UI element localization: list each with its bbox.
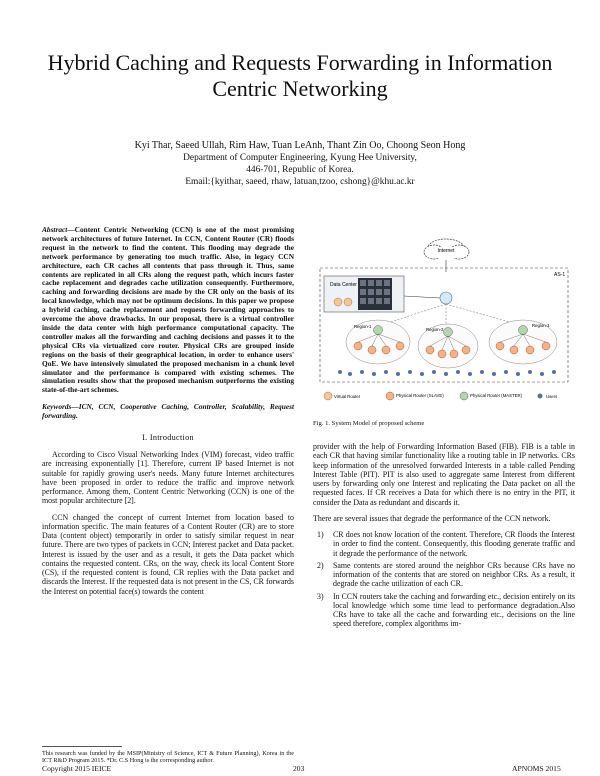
section-heading-introduction: I. Introduction	[142, 433, 194, 443]
right-paragraph-1: provider with the help of Forwarding Information Based (FIB). FIB is a table in each CR that having similar functionality like a routing table in IP networks. CRs keep information of the unresolved forwarded Interests in a table called Pending Interest Table (PIT). PIT is also used to aggregate same Interest from different users by forwarding only one Interest and replicating the Data packet on all the requested faces. If CR receives a Data for which there is no entry in the PIT, it consider the Data as redundant and discards it.	[313, 442, 575, 507]
legend-physical-router-icon	[386, 392, 394, 400]
list-item: 3) In CCN routers take the caching and forwarding etc., decision entirely on its local knowledge which some time lead to performance degradation.Also CRs have to take all the cache and forwarding etc., decisions on the line speed therefore, complex algorithms im-	[317, 591, 575, 629]
author-address: 446-701, Republic of Korea.	[246, 165, 354, 175]
footer-page-number: 203	[293, 764, 305, 773]
footnote-rule	[42, 746, 122, 747]
users-row	[338, 370, 556, 376]
legend-master-router-icon	[460, 392, 468, 400]
abstract-lead: Abstract	[42, 225, 68, 234]
internet-cloud-icon	[424, 239, 469, 259]
legend-virtual-router-icon	[324, 392, 332, 400]
figure-legend	[324, 392, 557, 400]
internet-label: Internet	[437, 248, 455, 254]
region-3	[489, 320, 557, 364]
legend-users: Users	[546, 394, 558, 399]
legend-physical-router: Physical Router (SLAVE)	[396, 393, 444, 398]
footnote	[42, 750, 294, 765]
author-email: Email:{kyithar, saeed, rhaw, latuan,tzoo, cshong}@khu.ac.kr	[185, 177, 415, 187]
region-1-label: Region-1	[354, 324, 372, 329]
abstract-text: —Content Centric Networking (CCN) is one of the most promising network architectures of future Internet. In CCN, Content Router (CR) floods request in the network to find the content. This flooding may degrade the network performance by generating too much traffic. Also, in legacy CCN architecture, each CR caches all contents that pass through it. Thus, same contents are replicated in all CRs along the request path, which incurs faster cache replacement and degrades cache utilization consequently. Furthermore, caching and forwarding decisions are made by the CR only on the basis of its local knowledge, which may not be optimum decisions. In this paper we propose a hybrid caching, cache replacement and requests forwarding approaches to overcome the above drawbacks. In our proposal, there is a virtual controller inside the data center with high performance computational capacity. The controller makes all the forwarding and caching decisions and passes it to the physical CRs via virtualized core router. Physical CRs are grouped inside regions on the basis of their geographical location, in order to enhance users' QoE. We have intensively simulated the proposed mechanism in a chunk level simulator and the performance is compared with existing schemes. The simulation results show that the proposed mechanism outperforms the existing state-of-the-art schemes.	[42, 225, 294, 395]
region-2	[418, 324, 478, 368]
legend-master-router: Physical Router (MASTER)	[470, 393, 523, 398]
region-2-label: Region-2	[426, 327, 444, 332]
footer-conference: APNOMS 2015	[512, 764, 561, 773]
server-rack-icon	[358, 278, 392, 310]
author-block	[80, 140, 520, 188]
left-column	[42, 226, 294, 603]
core-router-icon	[440, 292, 452, 304]
system-model-figure	[318, 234, 570, 416]
author-names: Kyi Thar, Saeed Ullah, Rim Haw, Tuan LeAnh, Thant Zin Oo, Choong Seon Hong	[134, 140, 466, 151]
list-item: 1) CR does not know location of the content. Therefore, CR floods the Interest in order to find the content. Consequently, this flooding generate traffic and it degrade the performance of the network.	[317, 530, 575, 558]
right-column	[313, 442, 575, 632]
paper-title: Hybrid Caching and Requests Forwarding in Information Centric Networking	[47, 50, 553, 101]
list-item: 2) Same contents are stored around the neighbor CRs because CRs have no information of the contents that are stored on neighbor CRs. As a result, it degrade the cache utilization of each CR.	[317, 560, 575, 589]
region-3-label: Region-3	[532, 323, 550, 328]
intro-paragraph-2: CCN changed the concept of current Internet from location based to information specific. The main features of a Content Router (CR) are to store Data (content object) temporarily in order to satisfy similar request in near future. There are two types of packets in CCN; Interest packet and Data packet. Interest is issued by the user and as a result, it gets the Data packet which contains the requested content. CRs, on the way, check its local Content Store (CS), if the requested content is found, CR replies with the Data packet and discards the Interest. If the requested data is not present in the CS, CR forwards the Interest on potential face(s) towards the content	[42, 512, 294, 596]
figure-caption: Fig. 1. System Model of proposed scheme	[313, 420, 425, 427]
data-center-label: Data Center	[330, 282, 357, 288]
footer-copyright: Copyright 2015 IEICE	[42, 764, 112, 773]
author-department: Department of Computer Engineering, Kyung Hee University,	[183, 153, 417, 163]
footnote-text: This research was funded by the MSIP(Ministry of Science, ICT & Future Planning), Korea in the ICT R&D Program 2015. *Dr. C.S Hong is the corresponding author.	[42, 750, 294, 765]
as-label: AS-1	[554, 272, 566, 278]
legend-users-icon	[538, 394, 543, 399]
intro-paragraph-1: According to Cisco Visual Networking Index (VIM) forecast, video traffic are increasing exponentially [1]. Therefore, current IP based Internet is not suitable for rapidly growing user's needs. Many future Internet architectures have been proposed in order to reduce the traffic and improve network performance. Among them, Content Centric Networking (CCN) is one of the most popular architecture [2].	[42, 450, 294, 506]
abstract	[42, 226, 294, 395]
legend-virtual-router: Virtual Router	[334, 394, 361, 399]
issues-list	[313, 530, 575, 629]
region-1	[346, 320, 410, 364]
keywords: Keywords—ICN, CCN, Cooperative Caching, Controller, Scalability, Request forwarding.	[42, 402, 294, 421]
right-paragraph-2: There are several issues that degrade the performance of the CCN network.	[313, 513, 551, 523]
